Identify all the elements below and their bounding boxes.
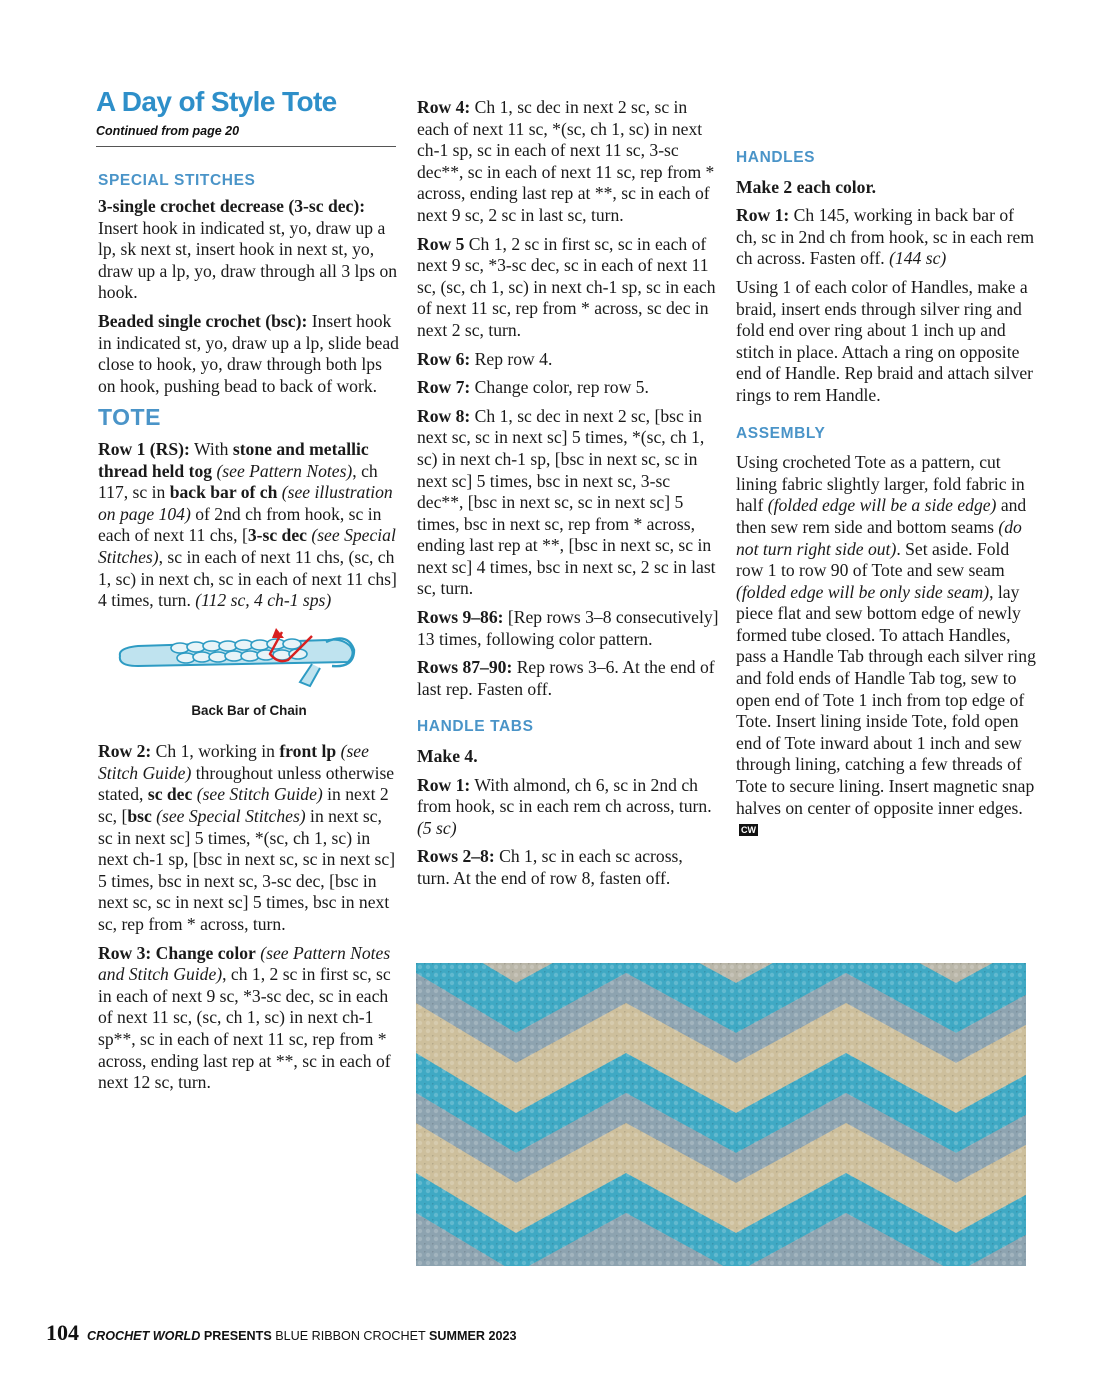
tote-row-2: Row 2: Ch 1, working in front lp (see Stitch Guide) throughout unless otherwise stated, sc dec (see Stitch Guide) in next 2 sc, [bsc (see Special Stitches) in next sc, sc in next sc] 5 times, *(sc, ch 1, sc) in next ch-1 sp, [bsc in next sc, sc in next sc] 5 times, bsc in next sc, 3-sc dec, [bsc in next sc, sc in next sc] 5 times, bsc in next sc, rep from * across, turn.	[98, 741, 396, 935]
tote-fabric-photo	[416, 963, 1026, 1266]
tote-row-5: Row 5 Ch 1, 2 sc in first sc, sc in each of next 9 sc, *3-sc dec, sc in each of next 11 sc, (sc, ch 1, sc) in next ch-1 sp, sc in each of next 11 sc, rep from * across, sc dec in next 2 sc, turn.	[417, 233, 716, 340]
tote-row-3: Row 3: Change color (see Pattern Notes and Stitch Guide), ch 1, 2 sc in first sc, sc in each of next 9 sc, *3-sc dec, sc in each of next 11 sc, (sc, ch 1, sc) in next ch-1 sp**, sc in each of next 11 sc, rep from * across, ending last rep at **, sc in each of next 12 sc, turn.	[98, 942, 391, 1093]
column-2	[417, 97, 719, 897]
issue-label: SUMMER 2023	[428, 1329, 517, 1343]
tote-row-7: Row 7: Change color, rep row 5.	[417, 377, 649, 398]
handles-heading: HANDLES	[736, 149, 816, 166]
publication-name: BLUE RIBBON CROCHET	[271, 1329, 429, 1343]
assembly-heading: ASSEMBLY	[736, 424, 826, 442]
special-stitch-bsc: Beaded single crochet (bsc): Insert hook in indicated st, yo, draw up a lp, slide bead close to hook, yo, draw through both lps on hook, pushing bead to back of work.	[98, 310, 399, 396]
title-divider	[96, 146, 396, 147]
special-stitch-3scdec: 3-single crochet decrease (3-sc dec): Insert hook in indicated st, yo, draw up a lp, sk next st, insert hook in next st, yo, draw up a lp, yo, draw through all 3 lps on hook.	[98, 196, 398, 303]
tote-row-4: Row 4: Ch 1, sc dec in next 2 sc, sc in each of next 11 sc, *(sc, ch 1, sc) in next ch-1 sp, sc in each of next 11 sc, 3-sc dec**, sc in each of next 11 sc, rep from * across, ending last rep at **, sc in each of next 9 sc, 2 sc in last sc, turn.	[417, 97, 715, 225]
handles-make: Make 2 each color.	[736, 176, 877, 197]
chevron-fabric-image	[416, 963, 1026, 1266]
tote-row-1: Row 1 (RS): With stone and metallic thread held tog (see Pattern Notes), ch 117, sc in back bar of ch (see illustration on page 104) of 2nd ch from hook, sc in each of next 11 chs, [3-sc dec (see Special Stitches), sc in each of next 11 chs, (sc, ch 1, sc) in next ch, sc in each of next 11 chs] 4 times, turn. (112 sc, 4 ch-1 sps)	[98, 438, 397, 611]
handle-tabs-row-1: Row 1: With almond, ch 6, sc in 2nd ch from hook, sc in each rem ch across, turn. (5 sc)	[417, 774, 712, 838]
handles-braid-paragraph: Using 1 of each color of Handles, make a braid, insert ends through silver ring and fold end over ring about 1 inch up and stitch in place. Attach a ring on opposite end of Handle. Rep braid and attach silver rings to rem Handle.	[736, 276, 1034, 405]
tote-rows-9-86: Rows 9–86: [Rep rows 3–8 consecutively] 13 times, following color pattern.	[417, 607, 719, 649]
column-3	[736, 97, 1038, 848]
handle-tabs-rows-2-8: Rows 2–8: Ch 1, sc in each sc across, turn. At the end of row 8, fasten off.	[417, 846, 683, 888]
chain-illustration-icon	[98, 624, 400, 694]
page-number: 104	[46, 1320, 79, 1345]
handles-row-1: Row 1: Ch 145, working in back bar of ch, sc in 2nd ch from hook, sc in each rem ch across. Fasten off. (144 sc)	[736, 205, 1035, 269]
page-footer: 104 CROCHET WORLD PRESENTS BLUE RIBBON CROCHET SUMMER 2023	[46, 1320, 517, 1345]
tote-heading: TOTE	[98, 404, 161, 431]
handle-tabs-make: Make 4.	[417, 746, 478, 767]
assembly-paragraph: Using crocheted Tote as a pattern, cut lining fabric slightly larger, fold fabric in half (folded edge will be a side edge) and then sew rem side and bottom seams (do not turn right side out). Set aside. Fold row 1 to row 90 of Tote and sew seam (folded edge will be only side seam), lay piece flat and sew bottom edge of newly formed tube closed. To attach Handles, pass a Handle Tab through each silver ring and fold ends of Handle Tab tog, sew to open end of Tote 1 inch from top edge of Tote. Insert lining inside Tote, fold open end of Tote inward about 1 inch and sew through lining, catching a few threads of Tote to secure lining. Insert magnetic snap halves on center of opposite inner edges.CW	[736, 452, 1036, 836]
cw-end-mark-icon: CW	[741, 825, 756, 836]
article-title: A Day of Style Tote	[96, 86, 337, 117]
tote-row-6: Row 6: Rep row 4.	[417, 348, 553, 369]
column-1	[98, 196, 400, 1101]
tote-rows-87-90: Rows 87–90: Rep rows 3–6. At the end of last rep. Fasten off.	[417, 657, 715, 699]
back-bar-chain-illustration	[98, 624, 400, 694]
special-stitches-heading: SPECIAL STITCHES	[98, 172, 256, 189]
tote-row-8: Row 8: Ch 1, sc dec in next 2 sc, [bsc in next sc, sc in next sc] 5 times, *(sc, ch 1, sc) in next ch-1 sp, [bsc in next sc, sc in next sc] 5 times, bsc in next sc, 3-sc dec**, [bsc in next sc, sc in next sc] 5 times, bsc in next sc, rep from * across, ending last rep at **, [bsc in next sc, sc in next sc] 4 times, bsc in next sc, 2 sc in last sc, turn.	[417, 405, 716, 599]
brand-name: CROCHET WORLD	[87, 1329, 201, 1343]
handle-tabs-heading: HANDLE TABS	[417, 718, 534, 736]
figure-caption: Back Bar of Chain	[191, 702, 307, 718]
continued-note: Continued from page 20	[96, 124, 240, 138]
